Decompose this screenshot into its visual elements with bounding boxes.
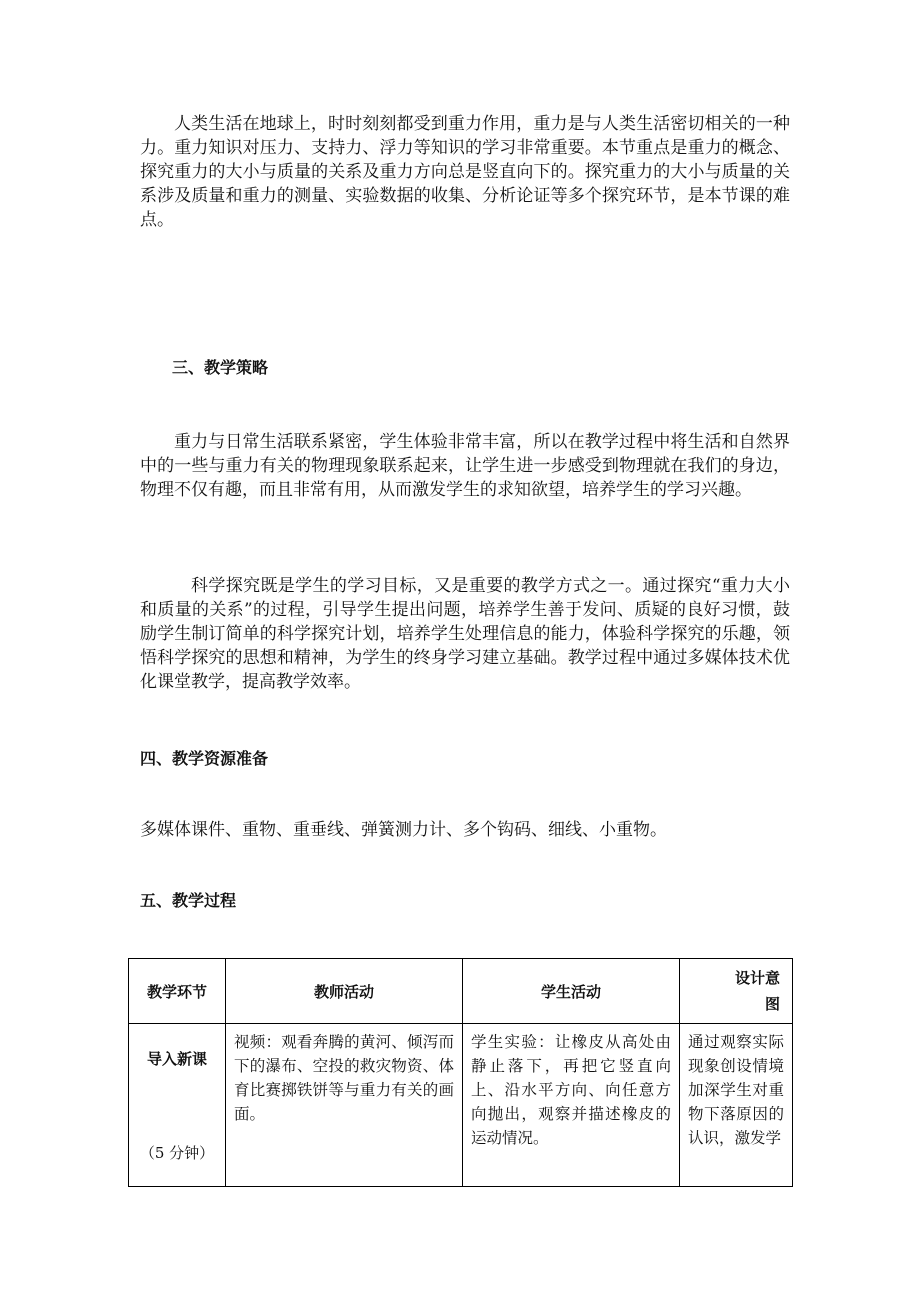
teaching-process-table <box>128 958 793 1187</box>
table-header-row <box>129 959 793 1024</box>
student-activity-cell <box>463 1024 680 1187</box>
design-intent-text: 通过观察实际现象创设情境加深学生对重物下落原因的认识，激发学 <box>688 1033 784 1147</box>
strategy-paragraph-2: 科学探究既是学生的学习目标，又是重要的教学方式之一。通过探究“重力大小和质量的关系”的过程，引导学生提出问题，培养学生善于发问、质疑的良好习惯，鼓励学生制订简单的科学探究计划，培养学生处理信息的能力，体验科学探究的乐趣，领悟科学探究的思想和精神，为学生的终身学习建立基础。教学过程中通过多媒体技术优化课堂教学，提高教学效率。 <box>140 576 790 692</box>
section5-heading: 五、教学过程 <box>140 891 237 910</box>
stage-cell <box>129 1024 226 1187</box>
stage-duration: （5 分钟） <box>139 1144 215 1162</box>
header-teacher-activity: 教师活动 <box>226 959 463 1024</box>
section4-heading: 四、教学资源准备 <box>140 749 269 768</box>
intro-paragraph: 人类生活在地球上，时时刻刻都受到重力作用，重力是与人类生活密切相关的一种力。重力知识对压力、支持力、浮力等知识的学习非常重要。本节重点是重力的概念、探究重力的大小与质量的关系及重力方向总是竖直向下的。探究重力的大小与质量的关系涉及质量和重力的测量、实验数据的收集、分析论证等多个探究环节，是本节课的难点。 <box>140 114 790 230</box>
strategy-paragraph-1: 重力与日常生活联系紧密，学生体验非常丰富，所以在教学过程中将生活和自然界中的一些与重力有关的物理现象联系起来，让学生进一步感受到物理就在我们的身边，物理不仅有趣，而且非常有用，从而激发学生的求知欲望，培养学生的学习兴趣。 <box>140 432 790 500</box>
section3-heading: 三、教学策略 <box>172 358 269 377</box>
teacher-activity-text: 视频：观看奔腾的黄河、倾泻而下的瀑布、空投的救灾物资、体育比赛掷铁饼等与重力有关的画面。 <box>234 1033 454 1123</box>
stage-name: 导入新课 <box>146 1050 207 1068</box>
header-student-activity: 学生活动 <box>463 959 680 1024</box>
teacher-activity-cell <box>226 1024 463 1187</box>
header-design-intent: 设计意 图 <box>680 959 793 1024</box>
table-row <box>129 1024 793 1187</box>
design-intent-cell <box>680 1024 793 1187</box>
resources-paragraph: 多媒体课件、重物、重垂线、弹簧测力计、多个钩码、细线、小重物。 <box>140 820 667 840</box>
student-activity-text: 学生实验：让橡皮从高处由静止落下，再把它竖直向上、沿水平方向、向任意方向抛出，观察并描述橡皮的运动情况。 <box>471 1033 671 1147</box>
header-stage: 教学环节 <box>129 959 226 1024</box>
